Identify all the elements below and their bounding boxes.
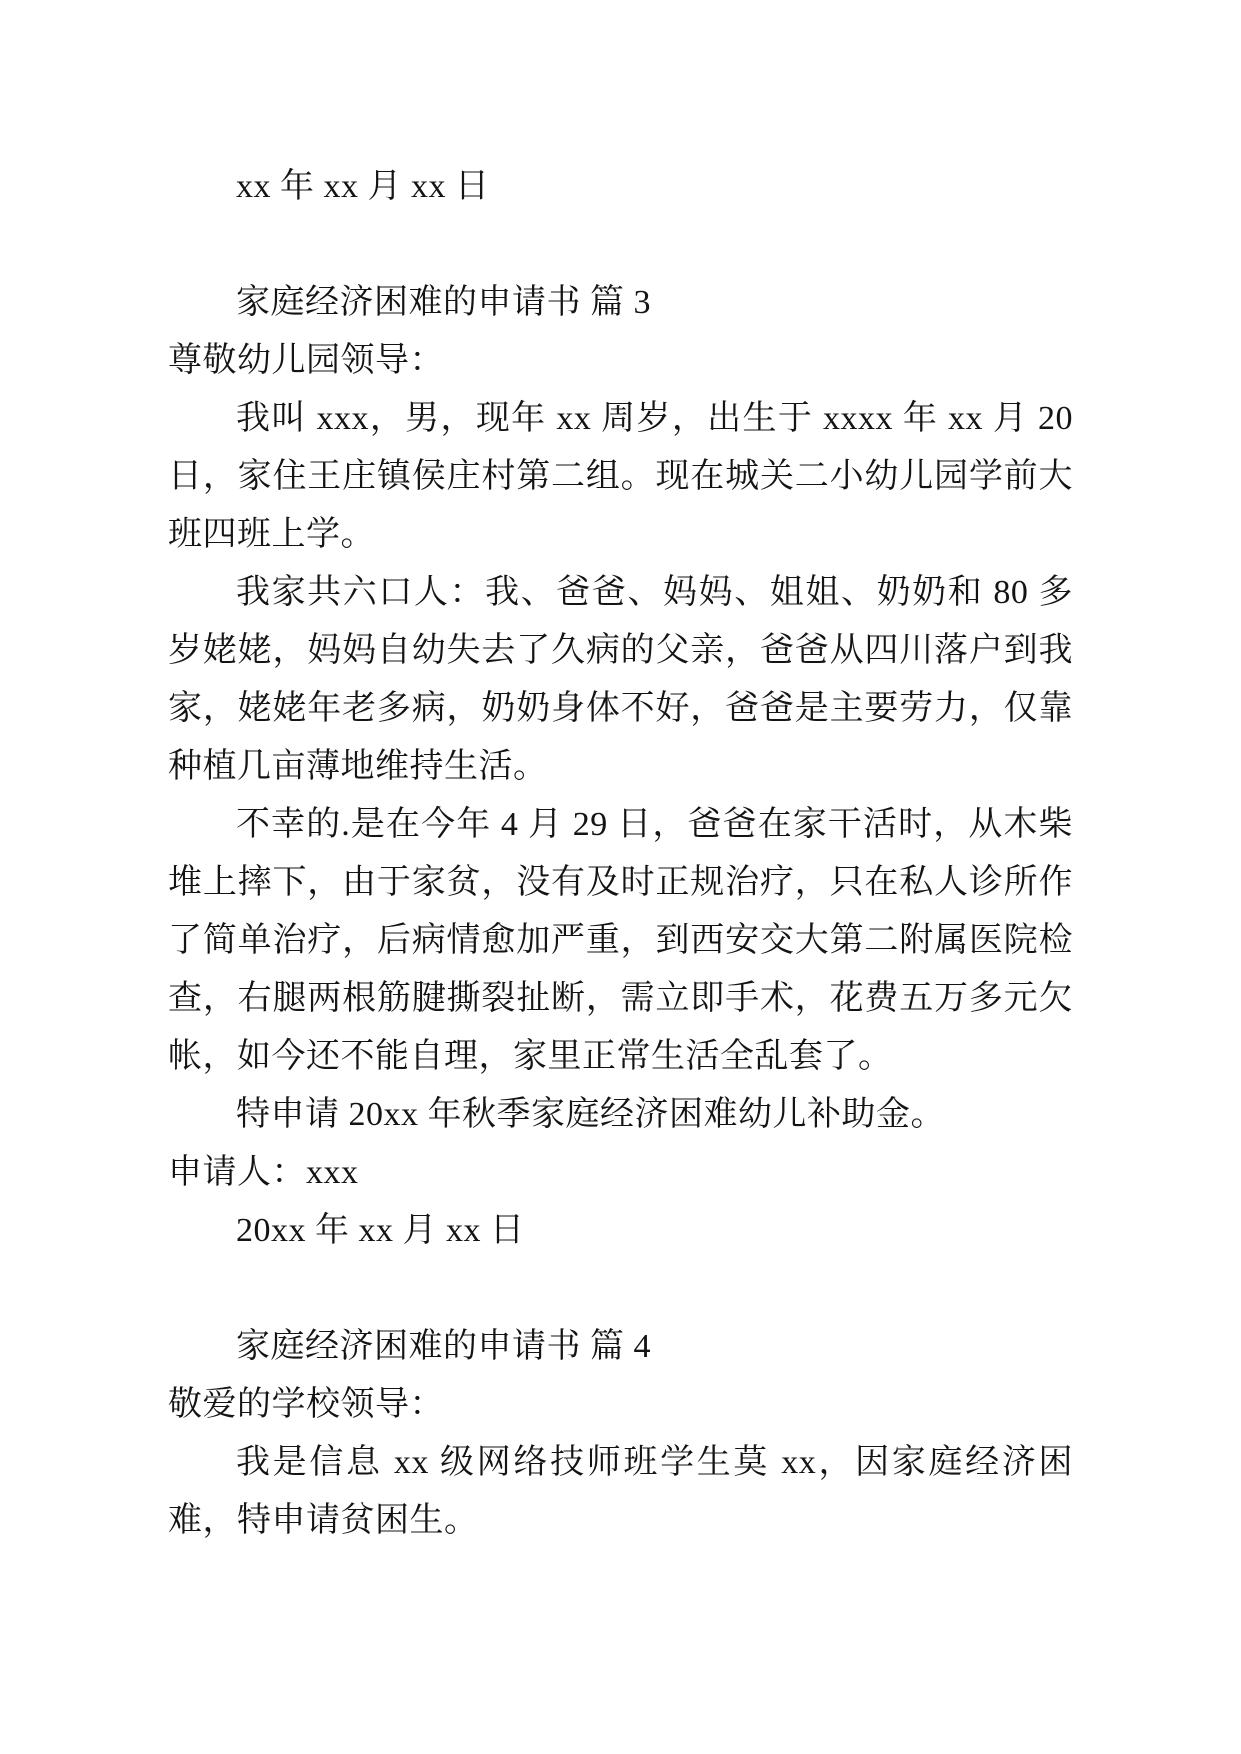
section-title-4: 家庭经济困难的申请书 篇 4 bbox=[236, 1328, 651, 1365]
body-paragraph: 我家共六口人：我、爸爸、妈妈、姐姐、奶奶和 80 多岁姥姥，妈妈自幼失去了久病的父亲，爸爸从四川落户到我家，姥姥年老多病，奶奶身体不好，爸爸是主要劳力，仅靠种植几亩薄地维持生活。 bbox=[168, 574, 1073, 785]
body-paragraph: 我叫 xxx，男，现年 xx 周岁，出生于 xxxx 年 xx 月 20 日，家住王庄镇侯庄村第二组。现在城关二小幼儿园学前大班四班上学。 bbox=[168, 400, 1073, 553]
body-paragraph: 不幸的.是在今年 4 月 29 日，爸爸在家干活时，从木柴堆上摔下，由于家贫，没有及时正规治疗，只在私人诊所作了简单治疗，后病情愈加严重，到西安交大第二附属医院检查，右腿两根筋腱撕裂扯断，需立即手术，花费五万多元欠帐，如今还不能自理，家里正常生活全乱套了。 bbox=[168, 806, 1073, 1075]
section-title-3: 家庭经济困难的申请书 篇 3 bbox=[236, 284, 651, 321]
salutation-3: 尊敬幼儿园领导： bbox=[168, 342, 444, 379]
date-line-3: 20xx 年 xx 月 xx 日 bbox=[236, 1212, 525, 1249]
signature-line: 申请人：xxx bbox=[168, 1154, 359, 1191]
body-paragraph: 特申请 20xx 年秋季家庭经济困难幼儿补助金。 bbox=[236, 1096, 945, 1133]
body-paragraph: 我是信息 xx 级网络技师班学生莫 xx，因家庭经济困难，特申请贫困生。 bbox=[168, 1444, 1073, 1539]
date-line-prev-section: xx 年 xx 月 xx 日 bbox=[236, 168, 490, 205]
salutation-4: 敬爱的学校领导： bbox=[168, 1386, 444, 1423]
